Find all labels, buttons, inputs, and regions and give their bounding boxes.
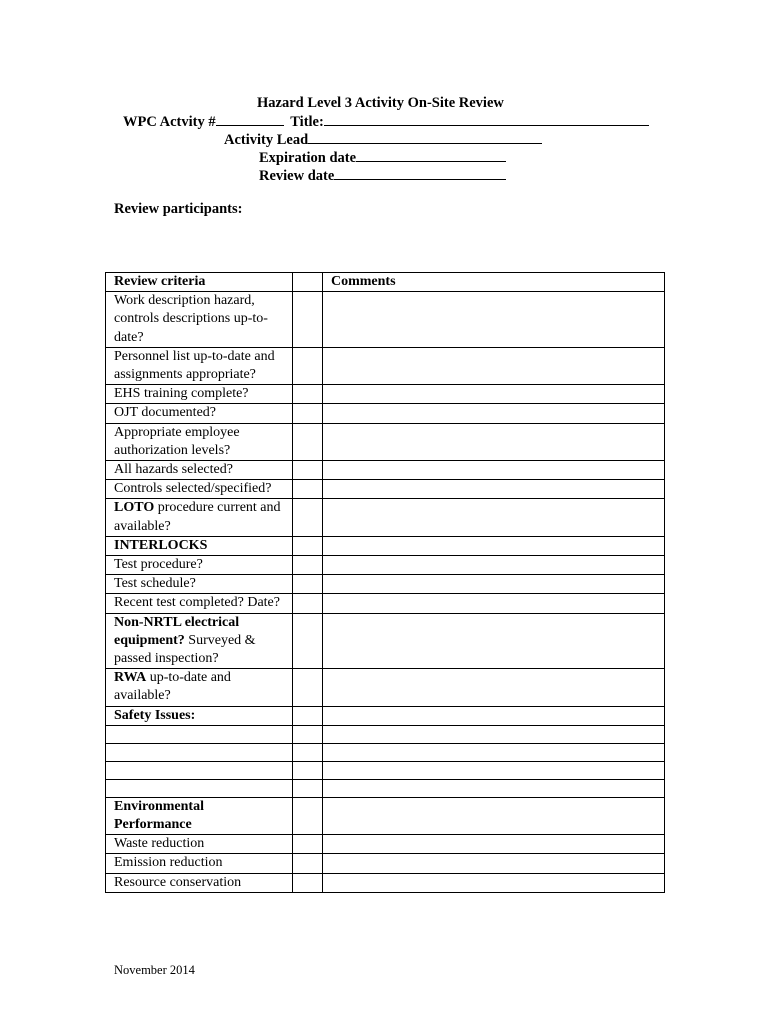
table-row xyxy=(106,461,665,480)
check-cell[interactable] xyxy=(293,761,323,779)
table-row xyxy=(106,854,665,873)
check-cell[interactable] xyxy=(293,779,323,797)
criteria-cell: Waste reduction xyxy=(106,835,293,854)
loto-text: procedure current and available? xyxy=(114,500,281,534)
check-cell[interactable] xyxy=(293,743,323,761)
footer-date: November 2014 xyxy=(114,963,195,977)
blank-criteria-cell[interactable] xyxy=(106,779,293,797)
table-row xyxy=(106,385,665,404)
expiration-date-label: Expiration date xyxy=(259,150,357,166)
comment-cell[interactable] xyxy=(323,835,665,854)
comment-cell[interactable] xyxy=(323,575,665,594)
table-row xyxy=(106,797,665,834)
rwa-label: RWA xyxy=(114,670,147,686)
title-label: Title: xyxy=(290,114,324,130)
table-row xyxy=(106,404,665,423)
check-cell[interactable] xyxy=(293,385,323,404)
table-row xyxy=(106,575,665,594)
activity-lead-field[interactable] xyxy=(308,130,542,144)
check-cell[interactable] xyxy=(293,404,323,423)
blank-criteria-cell[interactable] xyxy=(106,761,293,779)
table-row xyxy=(106,536,665,555)
rwa-text: up-to-date and available? xyxy=(114,670,231,704)
review-date-label: Review date xyxy=(259,168,335,184)
criteria-cell: Recent test completed? Date? xyxy=(106,594,293,613)
comment-cell[interactable] xyxy=(323,556,665,575)
review-date-line xyxy=(259,166,506,185)
criteria-cell: Test schedule? xyxy=(106,575,293,594)
criteria-cell: Test procedure? xyxy=(106,556,293,575)
expiration-date-field[interactable] xyxy=(356,148,506,162)
nrtl-text: Surveyed & passed inspection? xyxy=(114,632,256,667)
review-criteria-table xyxy=(105,272,665,893)
table-row xyxy=(106,556,665,575)
criteria-cell: Personnel list up-to-date and assignments appropriate? xyxy=(106,347,293,384)
comment-cell[interactable] xyxy=(323,594,665,613)
review-date-field[interactable] xyxy=(334,166,506,180)
environmental-heading: Environmental Performance xyxy=(106,797,293,834)
comment-cell[interactable] xyxy=(323,499,665,536)
check-cell[interactable] xyxy=(293,706,323,725)
check-cell[interactable] xyxy=(293,461,323,480)
check-cell[interactable] xyxy=(293,292,323,348)
review-participants-label: Review participants: xyxy=(114,201,243,217)
blank-criteria-cell[interactable] xyxy=(106,743,293,761)
check-cell[interactable] xyxy=(293,873,323,892)
table-row xyxy=(106,706,665,725)
check-cell[interactable] xyxy=(293,725,323,743)
table-row xyxy=(106,499,665,536)
comment-cell[interactable] xyxy=(323,669,665,706)
check-cell[interactable] xyxy=(293,835,323,854)
check-cell[interactable] xyxy=(293,669,323,706)
check-cell[interactable] xyxy=(293,347,323,384)
activity-lead-line xyxy=(224,130,542,149)
wpc-activity-line xyxy=(123,112,649,131)
expiration-date-line xyxy=(259,148,506,167)
check-cell[interactable] xyxy=(293,499,323,536)
table-row xyxy=(106,835,665,854)
blank-criteria-cell[interactable] xyxy=(106,725,293,743)
comment-cell[interactable] xyxy=(323,873,665,892)
comment-cell[interactable] xyxy=(323,347,665,384)
check-cell[interactable] xyxy=(293,854,323,873)
table-row xyxy=(106,779,665,797)
comment-cell[interactable] xyxy=(323,423,665,460)
loto-label: LOTO xyxy=(114,500,155,516)
check-cell[interactable] xyxy=(293,797,323,834)
table-row xyxy=(106,423,665,460)
criteria-cell: Controls selected/specified? xyxy=(106,480,293,499)
activity-lead-label: Activity Lead xyxy=(224,132,309,148)
wpc-activity-label: WPC Actvity # xyxy=(123,114,216,130)
criteria-cell-rwa xyxy=(106,669,293,706)
comment-cell[interactable] xyxy=(323,480,665,499)
comment-cell[interactable] xyxy=(323,385,665,404)
table-row xyxy=(106,725,665,743)
comment-cell[interactable] xyxy=(323,404,665,423)
table-header-row xyxy=(106,273,665,292)
comments-header: Comments xyxy=(323,273,665,292)
form-title: Hazard Level 3 Activity On-Site Review xyxy=(257,95,504,111)
check-cell[interactable] xyxy=(293,273,323,292)
check-cell[interactable] xyxy=(293,556,323,575)
comment-cell[interactable] xyxy=(323,797,665,834)
interlocks-heading: INTERLOCKS xyxy=(106,536,293,555)
comment-cell[interactable] xyxy=(323,613,665,669)
check-cell[interactable] xyxy=(293,613,323,669)
table-row xyxy=(106,761,665,779)
comment-cell[interactable] xyxy=(323,854,665,873)
check-cell[interactable] xyxy=(293,480,323,499)
table-row xyxy=(106,347,665,384)
check-cell[interactable] xyxy=(293,575,323,594)
criteria-cell: OJT documented? xyxy=(106,404,293,423)
criteria-cell: Work description hazard, controls descriptions up-to-date? xyxy=(106,292,293,348)
table-row xyxy=(106,669,665,706)
table-row xyxy=(106,613,665,669)
comment-cell[interactable] xyxy=(323,743,665,761)
safety-issues-heading: Safety Issues: xyxy=(106,706,293,725)
comment-cell[interactable] xyxy=(323,536,665,555)
criteria-cell-loto xyxy=(106,499,293,536)
criteria-cell: All hazards selected? xyxy=(106,461,293,480)
table-row xyxy=(106,873,665,892)
comment-cell[interactable] xyxy=(323,292,665,348)
table-row xyxy=(106,594,665,613)
criteria-cell: Appropriate employee authorization levels? xyxy=(106,423,293,460)
comment-cell[interactable] xyxy=(323,725,665,743)
check-cell[interactable] xyxy=(293,423,323,460)
nrtl-label: Non-NRTL electrical equipment? xyxy=(114,614,240,648)
comment-cell[interactable] xyxy=(323,461,665,480)
criteria-cell: Resource conservation xyxy=(106,873,293,892)
check-cell[interactable] xyxy=(293,594,323,613)
table-row xyxy=(106,292,665,348)
check-cell[interactable] xyxy=(293,536,323,555)
criteria-cell: EHS training complete? xyxy=(106,385,293,404)
table-row xyxy=(106,480,665,499)
comment-cell[interactable] xyxy=(323,779,665,797)
comment-cell[interactable] xyxy=(323,761,665,779)
criteria-cell: Emission reduction xyxy=(106,854,293,873)
criteria-cell-nrtl xyxy=(106,613,293,669)
review-criteria-header: Review criteria xyxy=(106,273,293,292)
wpc-activity-field[interactable] xyxy=(216,112,284,126)
title-field[interactable] xyxy=(324,112,649,126)
table-row xyxy=(106,743,665,761)
comment-cell[interactable] xyxy=(323,706,665,725)
